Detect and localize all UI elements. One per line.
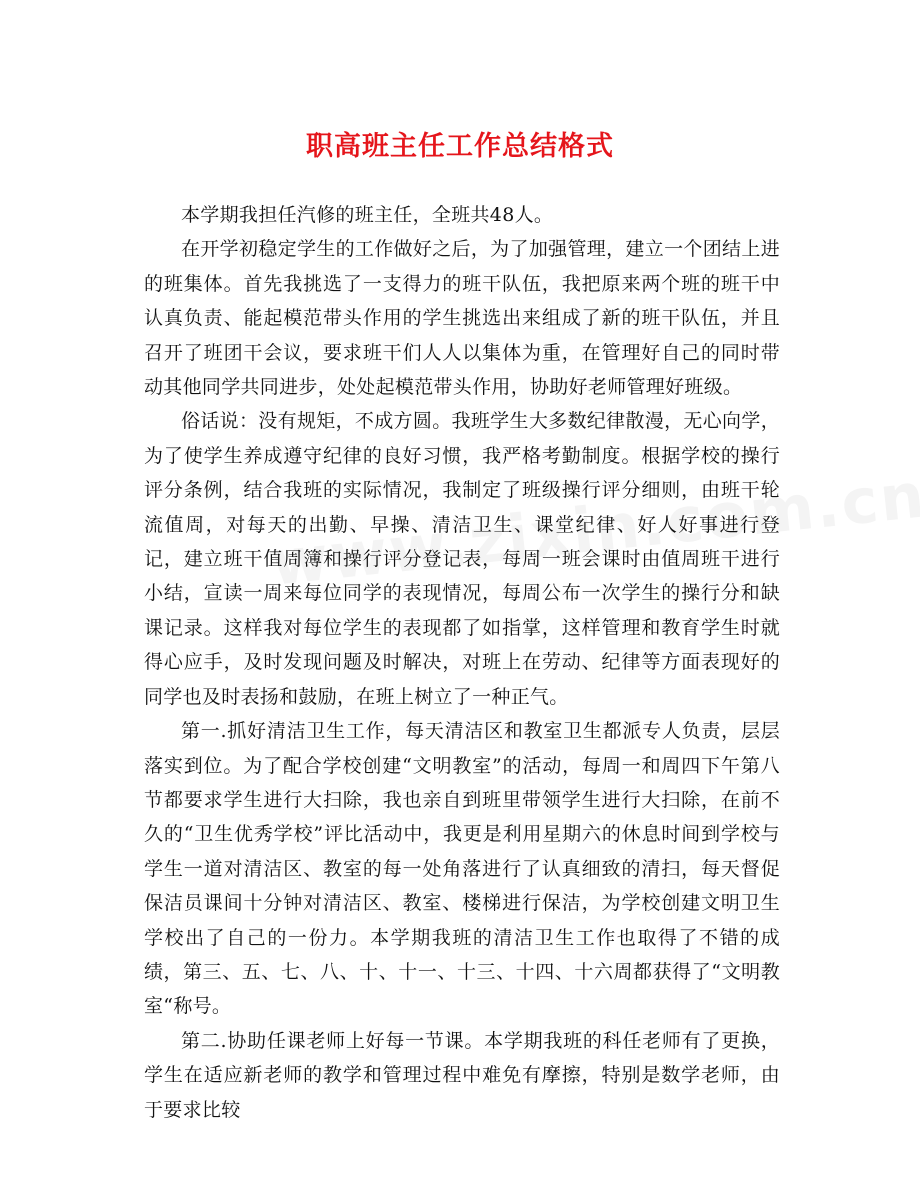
document-title: 职高班主任工作总结格式 xyxy=(306,131,614,162)
paragraph: 在开学初稳定学生的工作做好之后，为了加强管理，建立一个团结上进的班集体。首先我挑选了一支得力的班干队伍，我把原来两个班的班干中认真负责、能起模范带头作用的学生挑选出来组成了新的班干队伍，并且召开了班团干会议，要求班干们人人以集体为重，在管理好自己的同时带动其他同学共同进步，处处起模范带头作用，协助好老师管理好班级。 xyxy=(144,238,780,399)
paragraph: 本学期我担任汽修的班主任，全班共48人。 xyxy=(181,204,554,226)
document-body xyxy=(144,198,780,1127)
paragraph: 第二.协助任课老师上好每一节课。本学期我班的科任老师有了更换，学生在适应新老师的教学和管理过程中难免有摩擦，特别是数学老师，由于要求比较 xyxy=(144,1029,780,1121)
paragraph: 第一.抓好清洁卫生工作，每天清洁区和教室卫生都派专人负责，层层落实到位。为了配合学校创建“文明教室”的活动，每周一和周四下午第八节都要求学生进行大扫除，我也亲自到班里带领学生进行大扫除，在前不久的“卫生优秀学校”评比活动中，我更是利用星期六的休息时间到学校与学生一道对清洁区、教室的每一处角落进行了认真细致的清扫，每天督促保洁员课间十分钟对清洁区、教室、楼梯进行保洁，为学校创建文明卫生学校出了自己的一份力。本学期我班的清洁卫生工作也取得了不错的成绩，第三、五、七、八、十、十一、十三、十四、十六周都获得了“文明教室“称号。 xyxy=(144,720,780,1018)
paragraph: 俗话说：没有规矩，不成方圆。我班学生大多数纪律散漫，无心向学，为了使学生养成遵守纪律的良好习惯，我严格考勤制度。根据学校的操行评分条例，结合我班的实际情况，我制定了班级操行评分细则，由班干轮流值周，对每天的出勤、早操、清洁卫生、课堂纪律、好人好事进行登记，建立班干值周簿和操行评分登记表，每周一班会课时由值周班干进行小结，宣读一周来每位同学的表现情况，每周公布一次学生的操行分和缺课记录。这样我对每位学生的表现都了如指掌，这样管理和教育学生时就得心应手，及时发现问题及时解决，对班上在劳动、纪律等方面表现好的同学也及时表扬和鼓励，在班上树立了一种正气。 xyxy=(144,410,780,708)
